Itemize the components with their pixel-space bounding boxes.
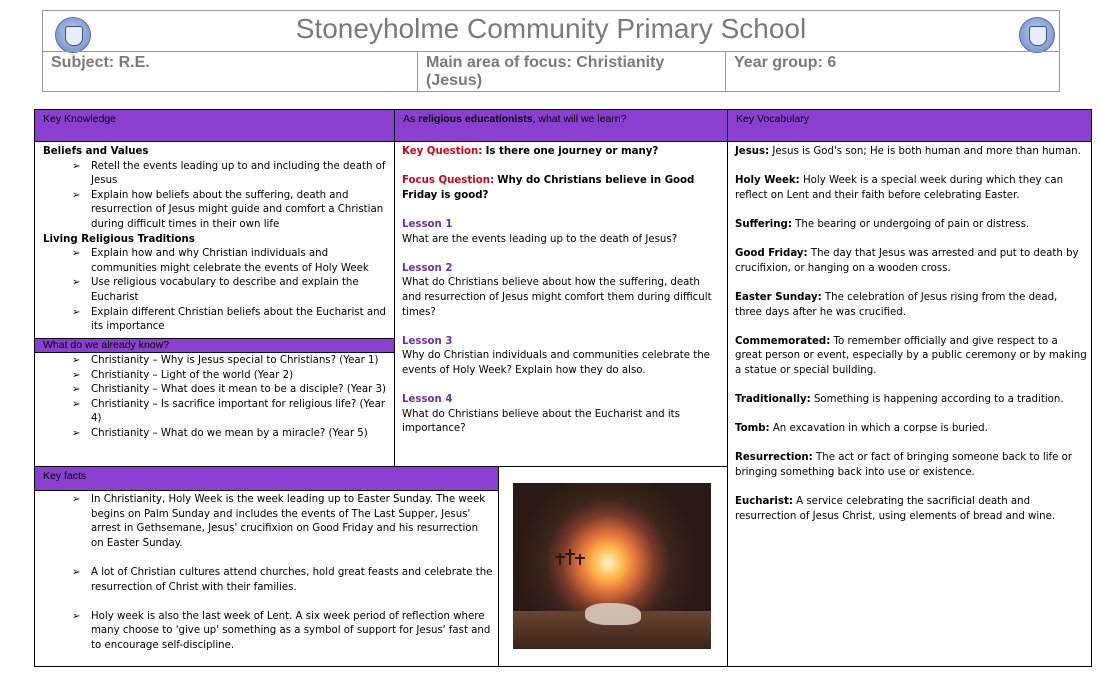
vocabulary-content bbox=[735, 145, 1087, 539]
vocab-item: Traditionally: Something is happening according to a tradition. bbox=[735, 394, 1064, 406]
already-know-list bbox=[43, 354, 391, 442]
vocab-item: Eucharist: A service celebrating the sacrificial death and resurrection of Jesus Christ, using elements of bread and wine. bbox=[735, 496, 1056, 522]
document-header bbox=[42, 10, 1060, 90]
lesson-block: Lesson 4 What do Christians believe about the Eucharist and its importance? bbox=[402, 394, 680, 435]
traditions-title: Living Religious Traditions bbox=[43, 233, 195, 245]
list-item: ➢ Explain how beliefs about the suffering, death and resurrection of Jesus might guide and comfort a Christian during difficult times in their own life bbox=[72, 189, 391, 233]
list-item: ➢ Christianity – Light of the world (Year 2) bbox=[72, 369, 391, 384]
year-group-label: Year group: 6 bbox=[734, 54, 837, 71]
vocab-item: Tomb: An excavation in which a corpse is buried. bbox=[735, 423, 988, 435]
school-title: Stoneyholme Community Primary School bbox=[295, 13, 807, 44]
list-item: ➢ Christianity – Why is Jesus special to Christians? (Year 1) bbox=[72, 354, 391, 369]
vocab-item: Easter Sunday: The celebration of Jesus rising from the dead, three days after he was crucified. bbox=[735, 291, 1058, 318]
focus-label: Main area of focus: Christianity (Jesus) bbox=[418, 52, 726, 91]
title-row bbox=[42, 10, 1060, 51]
key-knowledge-content bbox=[43, 145, 391, 335]
list-item: ➢ A lot of Christian cultures attend churches, hold great feasts and celebrate the resurrection of Christ with their families. bbox=[72, 566, 493, 595]
lesson-block: Lesson 3 Why do Christian individuals and communities celebrate the events of Holy Week? Explain how they do also. bbox=[402, 335, 710, 376]
list-item: ➢ Holy week is also the last week of Lent. A six week period of reflection where many choose to 'give up' something as a symbol of support for Jesus' fast and to encourage self-discipline. bbox=[72, 610, 493, 654]
key-question-label: Key Question: bbox=[402, 146, 483, 157]
key-knowledge-header: Key Knowledge bbox=[35, 110, 394, 141]
vocab-item: Commemorated: To remember officially and give respect to a great person or event, especially by a public ceremony or by making a statue or special building. bbox=[735, 335, 1087, 376]
subject-label: Subject: R.E. bbox=[43, 52, 418, 91]
vocab-item: Holy Week: Holy Week is a special week during which they can reflect on Lent and their faith before celebrating Easter. bbox=[735, 175, 1064, 201]
info-row bbox=[42, 51, 1060, 92]
list-item: ➢ Christianity – Is sacrifice important for religious life? (Year 4) bbox=[72, 398, 391, 427]
lesson-block: Lesson 2 What do Christians believe about how the suffering, death and resurrection of Jesus might comfort them during difficult times? bbox=[402, 262, 712, 318]
school-logo-icon bbox=[1019, 17, 1055, 53]
already-know-header: What do we already know? bbox=[35, 339, 394, 352]
key-facts-list bbox=[43, 493, 493, 654]
list-item: ➢ Retell the events leading up to and including the death of Jesus bbox=[72, 160, 391, 189]
key-facts-content bbox=[43, 493, 493, 654]
key-question: Is there one journey or many? bbox=[485, 146, 659, 157]
focus-question: Why do Christians believe in Good Friday is good? bbox=[402, 175, 695, 201]
list-item: ➢ Use religious vocabulary to describe and explain the Eucharist bbox=[72, 276, 391, 305]
traditions-list bbox=[43, 247, 391, 335]
learn-header: As religious educationists, what will we learn? bbox=[395, 110, 727, 141]
learn-content bbox=[402, 145, 722, 451]
list-item: ➢ Explain how and why Christian individuals and communities might celebrate the events of Holy Week bbox=[72, 247, 391, 276]
beliefs-list bbox=[43, 160, 391, 233]
already-know-content bbox=[43, 354, 391, 442]
list-item: ➢ Explain different Christian beliefs about the Eucharist and its importance bbox=[72, 306, 391, 335]
vocab-item: Jesus: Jesus is God's son; He is both human and more than human. bbox=[735, 146, 1081, 157]
vocab-item: Resurrection: The act or fact of bringing someone back to life or bringing something back into use or existence. bbox=[735, 452, 1073, 479]
empty-tomb-photo bbox=[513, 483, 711, 649]
beliefs-title: Beliefs and Values bbox=[43, 146, 149, 157]
vocab-item: Suffering: The bearing or undergoing of pain or distress. bbox=[735, 218, 1030, 230]
lesson-block: Lesson 1 What are the events leading up to the death of Jesus? bbox=[402, 218, 678, 245]
list-item: ➢ In Christianity, Holy Week is the week leading up to Easter Sunday. The week begins on Palm Sunday and includes the events of The Last Supper, Jesus' arrest in Gethsemane, Jesus' crucifixion on Good Friday and his resurrection on Easter Sunday. bbox=[72, 493, 493, 551]
vocab-item: Good Friday: The day that Jesus was arrested and put to death by crucifixion, or hanging on a wooden cross. bbox=[735, 248, 1079, 274]
focus-question-label: Focus Question: bbox=[402, 175, 495, 187]
list-item: ➢ Christianity – What does it mean to be a disciple? (Year 3) bbox=[72, 383, 391, 398]
vocabulary-header: Key Vocabulary bbox=[728, 110, 1091, 141]
list-item: ➢ Christianity – What do we mean by a miracle? (Year 5) bbox=[72, 427, 391, 442]
key-facts-header: Key facts bbox=[35, 467, 498, 490]
